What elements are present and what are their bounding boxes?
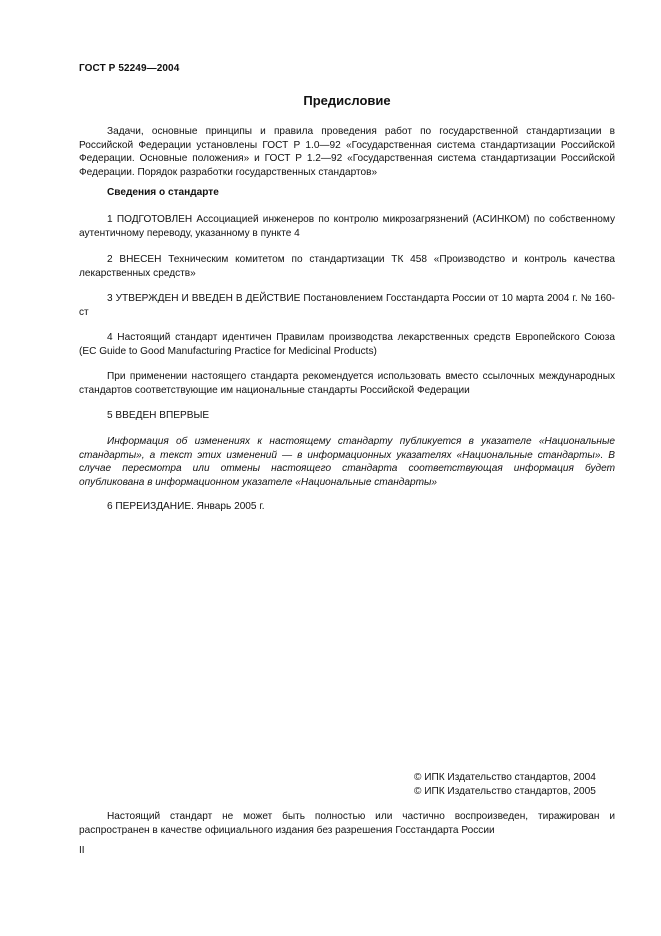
item-5-paragraph: 5 ВВЕДЕН ВПЕРВЫЕ	[107, 410, 210, 421]
info-paragraph: Информация об изменениях к настоящему стандарту публикуется в указателе «Национальные стандарты», а текст этих изменений — в информационных указателях «Национальные стандарты». В случае пересмотра или отмены настоящего стандарта соответствующая информация будет опубликована в информационном указателе «Национальные стандарты»	[79, 436, 615, 488]
section-heading: Сведения о стандарте	[107, 187, 219, 198]
item-3-paragraph: 3 УТВЕРЖДЕН И ВВЕДЕН В ДЕЙСТВИЕ Постановлением Госстандарта России от 10 марта 2004 г. № 160-ст	[79, 293, 615, 318]
reproduction-notice: Настоящий стандарт не может быть полностью или частично воспроизведен, тиражирован и распространен в качестве официального издания без разрешения Госстандарта России	[79, 811, 615, 836]
intro-paragraph: Задачи, основные принципы и правила проведения работ по государственной стандартизации в Российской Федерации установлены ГОСТ Р 1.0—92 «Государственная система стандартизации Российской Федерации. Основные положения» и ГОСТ Р 1.2—92 «Государственная система стандартизации Российской Федерации. Порядок разработки государственных стандартов»	[79, 126, 615, 178]
document-code: ГОСТ Р 52249—2004	[79, 63, 180, 74]
item-4-note-paragraph: При применении настоящего стандарта рекомендуется использовать вместо ссылочных международных стандартов соответствующие им национальные стандарты Российской Федерации	[79, 371, 615, 396]
copyright-block	[414, 771, 596, 798]
item-1-paragraph: 1 ПОДГОТОВЛЕН Ассоциацией инженеров по контролю микрозагрязнений (АСИНКОМ) по собственному аутентичному переводу, указанному в пункте 4	[79, 214, 615, 239]
item-6-paragraph: 6 ПЕРЕИЗДАНИЕ. Январь 2005 г.	[107, 501, 265, 512]
copyright-line-2005: © ИПК Издательство стандартов, 2005	[414, 785, 596, 797]
item-4-paragraph: 4 Настоящий стандарт идентичен Правилам производства лекарственных средств Европейского Союза (EC Guide to Good Manufacturing Practice for Medicinal Products)	[79, 332, 615, 357]
copyright-line-2004: © ИПК Издательство стандартов, 2004	[414, 772, 596, 783]
page-title: Предисловие	[303, 93, 391, 108]
page-number: II	[79, 845, 85, 856]
item-2-paragraph: 2 ВНЕСЕН Техническим комитетом по стандартизации ТК 458 «Производство и контроль качества лекарственных средств»	[79, 254, 615, 279]
